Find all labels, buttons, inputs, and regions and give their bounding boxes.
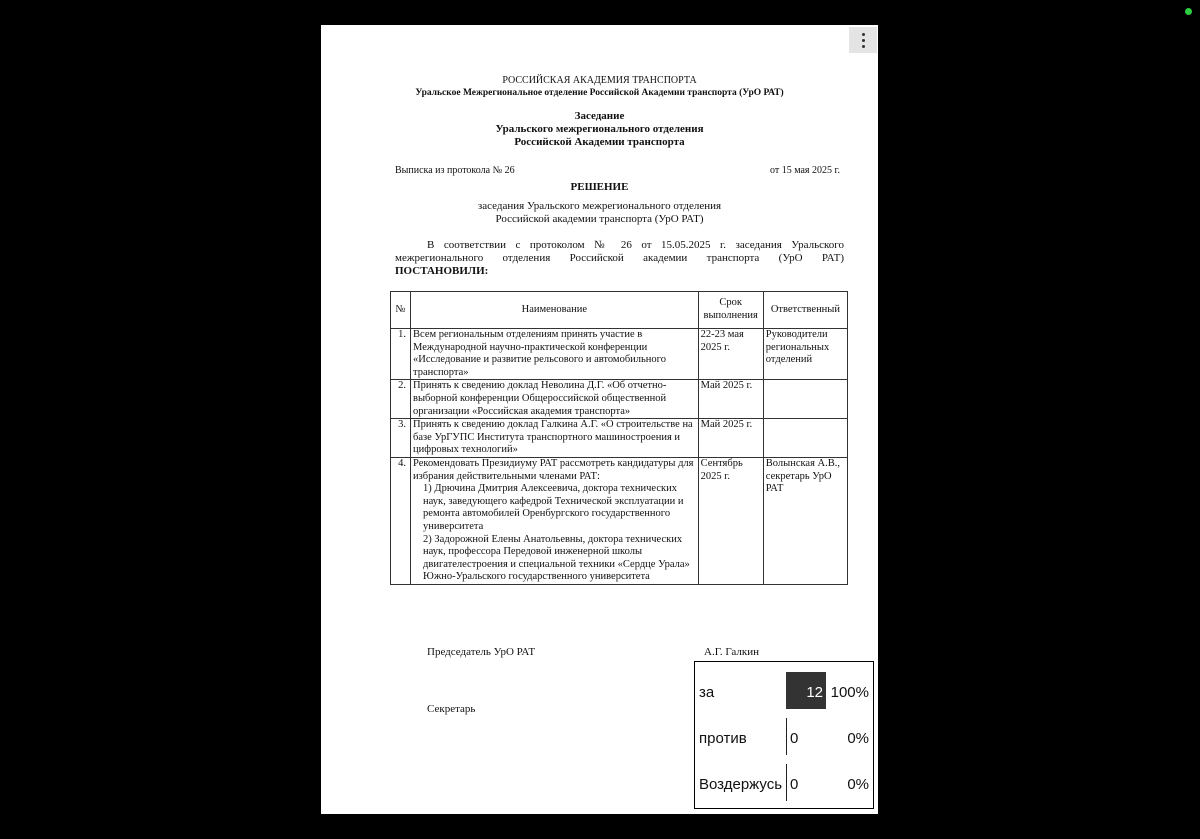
branch-name: Уральское Межрегиональное отделение Российской Академии транспорта (УрО РАТ) (415, 88, 784, 98)
row-num: 1. (391, 329, 411, 380)
row-responsible (763, 380, 847, 419)
intro-line-1: В соответствии с протоколом № 26 от 15.05.2025 г. заседания Уральского (427, 239, 844, 251)
intro-line-3: ПОСТАНОВИЛИ: (395, 265, 489, 277)
row-name (411, 457, 699, 584)
status-indicator (1185, 8, 1192, 15)
vote-axis (786, 718, 787, 755)
row-responsible: Волынская А.В., секретарь УрО РАТ (763, 457, 847, 584)
table-row (391, 380, 848, 419)
vote-results-panel (694, 661, 874, 809)
candidate-1: 1) Дрючина Дмитрия Алексеевича, доктора технических наук, заведующего кафедрой Технической эксплуатации и ремонта автомобилей Оренбургского государственного университета (423, 483, 684, 532)
candidate-2: 2) Задорожной Елены Анатольевны, доктора технических наук, профессора Передовой инженерной школы двигателестроения и специальной техники «Сердце Урала» Южно-Уральского государственного университета (423, 533, 690, 583)
table-row (391, 329, 848, 380)
vote-label: за (699, 684, 715, 701)
vote-axis (786, 764, 787, 801)
protocol-extract: Выписка из протокола № 26 (395, 165, 515, 176)
protocol-date: от 15 мая 2025 г. (769, 165, 840, 176)
vote-percent: 100% (830, 684, 869, 701)
table-row (391, 419, 848, 458)
decision-table (390, 291, 848, 585)
row-deadline: 22-23 мая 2025 г. (698, 329, 763, 380)
vote-count: 0 (790, 730, 799, 747)
row-num: 2. (391, 380, 411, 419)
table-row (391, 457, 848, 584)
more-vertical-icon (862, 33, 865, 36)
vote-label: Воздержусь (699, 776, 783, 793)
vote-row-against (695, 718, 873, 758)
header-responsible: Ответственный (763, 292, 847, 329)
intro-paragraph (395, 239, 844, 278)
row-name: Принять к сведению доклад Галкина А.Г. «О строительстве на базе УрГУПС Института транспортного машиностроения и цифровых технологий» (411, 419, 699, 458)
table-header-row (391, 292, 848, 329)
row-name: Всем региональным отделениям принять участие в Международной научно-практической конференции «Исследование и развитие рельсового и автомобильного транспорта» (411, 329, 699, 380)
row-responsible (763, 419, 847, 458)
row-deadline: Май 2025 г. (698, 419, 763, 458)
secretary-title: Секретарь (427, 703, 476, 715)
header-num: № (391, 292, 411, 329)
intro-line-2: межрегионального отделения Российской академии транспорта (УрО РАТ) (395, 252, 844, 264)
vote-count: 0 (790, 776, 799, 793)
row-deadline: Май 2025 г. (698, 380, 763, 419)
vote-count: 12 (806, 684, 823, 701)
row-num: 4. (391, 457, 411, 584)
vote-percent: 0% (847, 730, 869, 747)
vote-row-for (695, 672, 873, 712)
meeting-title-3: Российской Академии транспорта (514, 136, 685, 148)
header-deadline: Срок выполнения (698, 292, 763, 329)
decision-sub-2: Российской академии транспорта (УрО РАТ) (495, 213, 704, 225)
header-name: Наименование (411, 292, 699, 329)
vote-percent: 0% (847, 776, 869, 793)
vote-row-abstain (695, 764, 873, 804)
meeting-title-1: Заседание (574, 110, 625, 122)
row-name-main: Рекомендовать Президиуму РАТ рассмотреть кандидатуры для избрания действительными членами РАТ: (413, 457, 694, 482)
more-options-button[interactable] (849, 27, 877, 53)
chair-name: А.Г. Галкин (704, 646, 759, 658)
chair-title: Председатель УрО РАТ (427, 646, 536, 658)
row-responsible: Руководители региональных отделений (763, 329, 847, 380)
row-num: 3. (391, 419, 411, 458)
meeting-title-2: Уральского межрегионального отделения (495, 123, 704, 135)
row-name: Принять к сведению доклад Неволина Д.Г. «Об отчетно-выборной конференции Общероссийской общественной организации «Российская академия транспорта» (411, 380, 699, 419)
row-deadline: Сентябрь 2025 г. (698, 457, 763, 584)
decision-title: РЕШЕНИЕ (570, 181, 629, 193)
academy-name: РОССИЙСКАЯ АКАДЕМИЯ ТРАНСПОРТА (502, 75, 697, 86)
decision-sub-1: заседания Уральского межрегионального отделения (477, 200, 722, 212)
vote-label: против (699, 730, 747, 747)
